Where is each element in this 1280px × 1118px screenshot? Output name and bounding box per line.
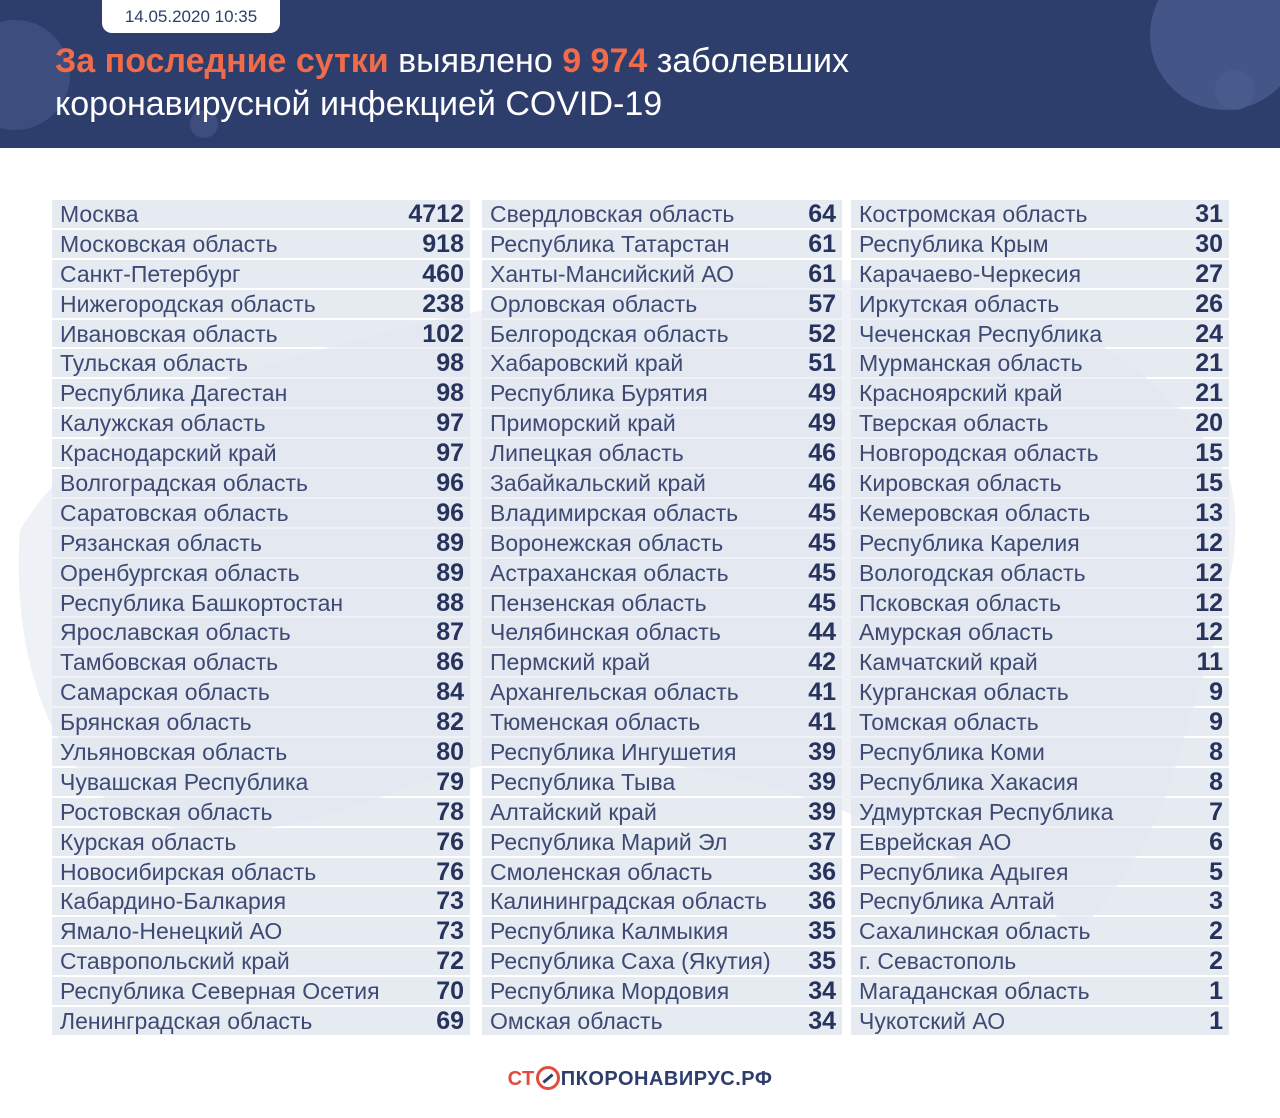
headline-line2: коронавирусной инфекцией COVID-19: [55, 85, 663, 123]
case-count: 35: [808, 947, 836, 976]
case-count: 1: [1209, 977, 1223, 1006]
region-name: Ярославская область: [60, 619, 291, 646]
case-count: 6: [1209, 827, 1223, 856]
case-count: 80: [436, 738, 464, 767]
case-count: 98: [436, 349, 464, 378]
case-count: 88: [436, 588, 464, 617]
case-count: 45: [808, 528, 836, 557]
case-count: 1: [1209, 1007, 1223, 1036]
region-name: Кемеровская область: [859, 499, 1091, 526]
table-row: [482, 558, 842, 588]
table-row: [851, 946, 1229, 976]
table-row: [482, 767, 842, 797]
region-name: Псковская область: [859, 589, 1061, 616]
case-count: 51: [808, 349, 836, 378]
table-row: [52, 1006, 470, 1036]
region-name: Республика Ингушетия: [490, 739, 737, 766]
table-row: [482, 1006, 842, 1036]
case-count: 78: [436, 797, 464, 826]
case-count: 37: [808, 827, 836, 856]
table-row: [52, 857, 470, 887]
region-name: Ямало-Ненецкий АО: [60, 918, 283, 945]
region-name: Смоленская область: [490, 858, 713, 885]
region-name: Республика Мордовия: [490, 978, 730, 1005]
region-name: Калининградская область: [490, 888, 767, 915]
table-row: [52, 946, 470, 976]
region-name: Ростовская область: [60, 798, 273, 825]
case-count: 72: [436, 947, 464, 976]
table-row: [52, 976, 470, 1006]
region-name: Тамбовская область: [60, 649, 279, 676]
table-row: [851, 558, 1229, 588]
table-row: [52, 588, 470, 618]
case-count: 82: [436, 708, 464, 737]
region-name: Тульская область: [60, 350, 249, 377]
table-row: [482, 348, 842, 378]
table-row: [52, 348, 470, 378]
table-row: [851, 498, 1229, 528]
table-row: [482, 378, 842, 408]
case-count: 30: [1195, 229, 1223, 258]
table-row: [851, 707, 1229, 737]
header-banner: [0, 0, 1280, 148]
case-count: 3: [1209, 887, 1223, 916]
case-count: 13: [1195, 498, 1223, 527]
case-count: 9: [1209, 678, 1223, 707]
region-name: Свердловская область: [490, 201, 735, 227]
region-name: Белгородская область: [490, 320, 729, 347]
logo-text-part2: ПКОРОНАВИРУС.РФ: [560, 1068, 773, 1090]
region-name: Рязанская область: [60, 529, 262, 556]
table-row: [52, 617, 470, 647]
region-name: Ленинградская область: [60, 1008, 313, 1035]
table-row: [851, 289, 1229, 319]
case-count: 15: [1195, 469, 1223, 498]
region-name: Удмуртская Республика: [859, 798, 1114, 825]
table-row: [482, 886, 842, 916]
region-name: Липецкая область: [490, 440, 684, 467]
table-row: [482, 677, 842, 707]
table-row: [482, 707, 842, 737]
region-name: Архангельская область: [490, 679, 739, 706]
table-row: [482, 289, 842, 319]
table-row: [52, 199, 470, 229]
case-count: 44: [808, 618, 836, 647]
region-name: Оренбургская область: [60, 559, 300, 586]
region-name: Томская область: [859, 709, 1039, 736]
table-row: [52, 229, 470, 259]
case-count: 89: [436, 558, 464, 587]
case-count: 21: [1195, 349, 1223, 378]
region-name: Калужская область: [60, 410, 266, 437]
case-count: 11: [1196, 648, 1223, 677]
case-count: 12: [1195, 588, 1223, 617]
table-row: [52, 408, 470, 438]
region-name: Республика Хакасия: [859, 768, 1079, 795]
case-count: 96: [436, 498, 464, 527]
table-row: [52, 677, 470, 707]
table-row: [851, 378, 1229, 408]
region-name: Забайкальский край: [490, 470, 706, 497]
case-count: 15: [1195, 439, 1223, 468]
region-name: Санкт-Петербург: [60, 260, 241, 287]
region-name: Республика Тыва: [490, 768, 676, 795]
case-count: 102: [422, 319, 464, 348]
table-row: [851, 976, 1229, 1006]
region-name: Ульяновская область: [60, 739, 288, 766]
table-row: [482, 199, 842, 229]
case-count: 73: [436, 917, 464, 946]
headline-count: 9 974: [562, 42, 648, 80]
logo-text-part1: СТ: [507, 1068, 535, 1090]
region-column-2: [482, 199, 842, 1036]
case-count: 12: [1195, 558, 1223, 587]
case-count: 76: [436, 827, 464, 856]
table-row: [482, 916, 842, 946]
case-count: 31: [1195, 200, 1223, 228]
case-count: 49: [808, 379, 836, 408]
case-count: 87: [436, 618, 464, 647]
virus-decoration-icon: [1215, 70, 1255, 110]
case-count: 70: [436, 977, 464, 1006]
region-column-1: [52, 199, 470, 1036]
headline-rest: заболевших: [647, 42, 849, 80]
case-count: 52: [808, 319, 836, 348]
region-name: Иркутская область: [859, 290, 1060, 317]
table-row: [851, 617, 1229, 647]
table-row: [482, 737, 842, 767]
region-name: Новосибирская область: [60, 858, 317, 885]
table-row: [482, 946, 842, 976]
region-name: Республика Адыгея: [859, 858, 1069, 885]
region-name: Новгородская область: [859, 440, 1099, 467]
region-name: Республика Карелия: [859, 529, 1080, 556]
table-row: [851, 438, 1229, 468]
region-name: Воронежская область: [490, 529, 724, 556]
table-row: [851, 767, 1229, 797]
region-name: Тверская область: [859, 410, 1049, 437]
table-row: [52, 319, 470, 349]
region-name: Алтайский край: [490, 798, 657, 825]
case-count: 73: [436, 887, 464, 916]
case-count: 7: [1209, 797, 1223, 826]
case-count: 49: [808, 409, 836, 438]
case-count: 79: [436, 767, 464, 796]
region-name: Амурская область: [859, 619, 1054, 646]
region-name: Ставропольский край: [60, 948, 290, 975]
case-count: 26: [1195, 289, 1223, 318]
region-name: Астраханская область: [490, 559, 729, 586]
case-count: 20: [1195, 409, 1223, 438]
region-name: Республика Дагестан: [60, 380, 288, 407]
table-row: [52, 886, 470, 916]
case-count: 46: [808, 469, 836, 498]
region-name: Еврейская АО: [859, 828, 1012, 855]
case-count: 34: [808, 1007, 836, 1036]
region-name: Орловская область: [490, 290, 698, 317]
case-count: 61: [808, 229, 836, 258]
case-count: 34: [808, 977, 836, 1006]
table-row: [482, 588, 842, 618]
region-name: Ханты-Мансийский АО: [490, 260, 735, 287]
region-name: Ивановская область: [60, 320, 278, 347]
case-count: 8: [1209, 767, 1223, 796]
region-name: Брянская область: [60, 709, 252, 736]
table-row: [851, 886, 1229, 916]
region-name: Чукотский АО: [859, 1008, 1006, 1035]
region-name: Сахалинская область: [859, 918, 1091, 945]
case-count: 24: [1195, 319, 1223, 348]
table-row: [482, 617, 842, 647]
case-count: 9: [1209, 708, 1223, 737]
case-count: 96: [436, 469, 464, 498]
region-name: Кабардино-Балкария: [60, 888, 287, 915]
region-name: Карачаево-Черкесия: [859, 260, 1082, 287]
case-count: 4712: [408, 200, 464, 228]
case-count: 41: [808, 708, 836, 737]
region-name: Курская область: [60, 828, 237, 855]
table-row: [851, 528, 1229, 558]
case-count: 89: [436, 528, 464, 557]
headline-accent: За последние сутки: [55, 42, 389, 80]
region-name: Пензенская область: [490, 589, 707, 616]
table-row: [851, 677, 1229, 707]
table-row: [482, 857, 842, 887]
case-count: 39: [808, 767, 836, 796]
table-row: [482, 319, 842, 349]
headline: [55, 40, 1055, 126]
table-row: [482, 647, 842, 677]
table-row: [851, 797, 1229, 827]
region-name: Республика Крым: [859, 230, 1049, 257]
table-row: [52, 707, 470, 737]
case-count: 36: [808, 857, 836, 886]
case-count: 35: [808, 917, 836, 946]
case-count: 76: [436, 857, 464, 886]
region-name: Костромская область: [859, 201, 1088, 227]
case-count: 2: [1209, 947, 1223, 976]
region-name: Чеченская Республика: [859, 320, 1103, 347]
table-row: [851, 229, 1229, 259]
region-name: Московская область: [60, 230, 278, 257]
region-name: Мурманская область: [859, 350, 1083, 377]
case-count: 61: [808, 259, 836, 288]
table-row: [851, 199, 1229, 229]
table-row: [851, 408, 1229, 438]
case-count: 64: [808, 200, 836, 228]
region-name: Омская область: [490, 1008, 663, 1035]
case-count: 238: [422, 289, 464, 318]
region-name: Тюменская область: [490, 709, 701, 736]
table-row: [482, 438, 842, 468]
virus-stop-icon: [536, 1066, 560, 1090]
table-row: [52, 827, 470, 857]
table-row: [52, 737, 470, 767]
case-count: 2: [1209, 917, 1223, 946]
region-name: Кировская область: [859, 470, 1062, 497]
headline-mid: выявлено: [388, 42, 563, 80]
region-name: Республика Алтай: [859, 888, 1055, 915]
table-row: [851, 647, 1229, 677]
region-name: г. Севастополь: [859, 948, 1017, 975]
table-row: [52, 767, 470, 797]
region-name: Вологодская область: [859, 559, 1086, 586]
table-row: [851, 348, 1229, 378]
region-name: Республика Бурятия: [490, 380, 708, 407]
site-logo[interactable]: [0, 1066, 1280, 1091]
case-count: 21: [1195, 379, 1223, 408]
table-row: [52, 647, 470, 677]
case-count: 46: [808, 439, 836, 468]
region-name: Саратовская область: [60, 499, 289, 526]
table-row: [851, 259, 1229, 289]
case-count: 39: [808, 797, 836, 826]
case-count: 918: [422, 229, 464, 258]
table-row: [851, 827, 1229, 857]
region-name: Республика Коми: [859, 739, 1045, 766]
case-count: 45: [808, 588, 836, 617]
region-column-3: [851, 199, 1229, 1036]
region-name: Самарская область: [60, 679, 270, 706]
table-row: [482, 976, 842, 1006]
region-name: Челябинская область: [490, 619, 721, 646]
table-row: [851, 857, 1229, 887]
region-name: Красноярский край: [859, 380, 1063, 407]
case-count: 45: [808, 558, 836, 587]
region-name: Курганская область: [859, 679, 1069, 706]
region-name: Республика Татарстан: [490, 230, 730, 257]
table-row: [851, 588, 1229, 618]
table-row: [482, 229, 842, 259]
table-row: [52, 289, 470, 319]
region-name: Хабаровский край: [490, 350, 684, 377]
table-row: [52, 378, 470, 408]
region-name: Камчатский край: [859, 649, 1038, 676]
table-row: [52, 468, 470, 498]
region-name: Приморский край: [490, 410, 676, 437]
table-row: [52, 528, 470, 558]
table-row: [482, 408, 842, 438]
table-row: [851, 319, 1229, 349]
table-row: [52, 259, 470, 289]
table-row: [52, 916, 470, 946]
region-name: Республика Северная Осетия: [60, 978, 380, 1005]
case-count: 97: [436, 409, 464, 438]
case-count: 42: [808, 648, 836, 677]
table-row: [851, 1006, 1229, 1036]
case-count: 41: [808, 678, 836, 707]
table-row: [52, 438, 470, 468]
region-name: Республика Саха (Якутия): [490, 948, 771, 975]
region-name: Москва: [60, 201, 139, 227]
case-count: 45: [808, 498, 836, 527]
case-count: 460: [422, 259, 464, 288]
case-count: 36: [808, 887, 836, 916]
table-row: [482, 827, 842, 857]
case-count: 27: [1195, 259, 1223, 288]
case-count: 98: [436, 379, 464, 408]
region-name: Владимирская область: [490, 499, 739, 526]
table-row: [482, 259, 842, 289]
case-count: 57: [808, 289, 836, 318]
case-count: 5: [1209, 857, 1223, 886]
table-row: [482, 468, 842, 498]
case-count: 12: [1195, 618, 1223, 647]
case-count: 12: [1195, 528, 1223, 557]
region-name: Республика Калмыкия: [490, 918, 729, 945]
region-name: Нижегородская область: [60, 290, 316, 317]
table-row: [482, 528, 842, 558]
case-count: 97: [436, 439, 464, 468]
region-name: Пермский край: [490, 649, 651, 676]
case-count: 8: [1209, 738, 1223, 767]
table-row: [482, 498, 842, 528]
table-row: [52, 558, 470, 588]
table-row: [851, 737, 1229, 767]
region-name: Республика Марий Эл: [490, 828, 728, 855]
region-name: Краснодарский край: [60, 440, 277, 467]
table-row: [52, 797, 470, 827]
case-count: 39: [808, 738, 836, 767]
region-name: Чувашская Республика: [60, 768, 309, 795]
table-row: [851, 468, 1229, 498]
table-row: [52, 498, 470, 528]
region-name: Магаданская область: [859, 978, 1090, 1005]
region-name: Республика Башкортостан: [60, 589, 344, 616]
case-count: 84: [436, 678, 464, 707]
case-count: 69: [436, 1007, 464, 1036]
case-count: 86: [436, 648, 464, 677]
table-row: [851, 916, 1229, 946]
table-row: [482, 797, 842, 827]
date-badge: 14.05.2020 10:35: [102, 0, 280, 33]
region-name: Волгоградская область: [60, 470, 308, 497]
